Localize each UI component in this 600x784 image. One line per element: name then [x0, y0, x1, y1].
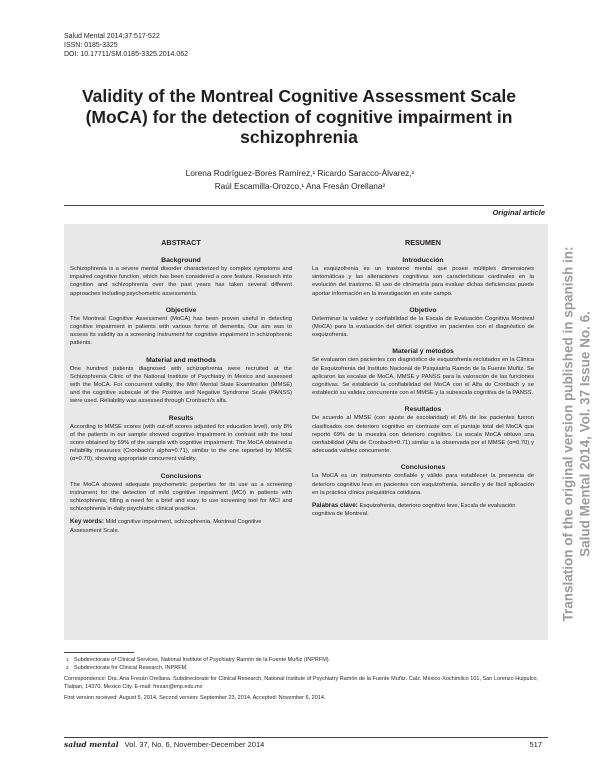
article-type-label: Original article [492, 208, 545, 217]
footnotes [64, 657, 548, 703]
footnote-1-mark: 1 [66, 657, 69, 662]
submission-dates: First version received: August 5, 2014. Second version: September 23, 2014. Accepted: November 6, 2014. [64, 695, 326, 702]
palabras-clave-label: Palabras clave: [312, 502, 358, 510]
introduccion-heading: Introducción [402, 257, 444, 264]
footnote-divider [64, 652, 134, 653]
background-text: Schizophrenia is a severe mental disorder characterized by complex symptoms and impaired cognitive function, which has been considered a core feature. Research into cognition and schizophrenia over the past years has taken several different approaches including psychometric assessments. [70, 266, 292, 297]
conclusiones-text: La MoCA es un instrumento confiable y válido para establecer la presencia de deterioro cognitivo leve en pacientes con esquizofrenia, sencillo y de fácil aplicación en la práctica clínica psiquiátrica cotidiana. [312, 473, 534, 496]
translation-note-line-2: Salud Mental 2014, Vol. 37 Issue No. 6. [577, 311, 592, 557]
authors-line-2: Raúl Escamilla-Orozco,¹ Ana Fresán Orellana² [214, 180, 386, 191]
resultados-text: De acuerdo al MMSE (con ajuste de escolaridad) el 8% de los pacientes fueron clasificados con deterioro cognitivo en contraste con el puntaje total del MoCA que reportó 69% de la muestra con deterioro cognitivo. La escala MoCA obtuvo una confiabilidad (Alfa de Cronbach=0.71) similar a la observada por el MMSE (α=0.70) y adecuada validez concurrente. [312, 415, 534, 455]
methods-heading: Material and methods [146, 356, 216, 364]
author-list [60, 167, 540, 192]
metodos-heading: Material y métodos [392, 348, 454, 356]
metodos-text: Se evaluaron cien pacientes con diagnóstico de esquizofrenia reclutados en la Clínica de Esquizofrenia del Instituto Nacional de Psiquiatría Ramón de la Fuente Muñiz. Se aplicaron las escalas de MoCA, MMSE y PANSS para la valoración de las funciones cognitivas. Se estableció la confiabilidad del MoCA con el Alfa de Cronbach y se estableció su validez concurrente con el MMSE y la subescala cognitiva de la PANSS. [312, 357, 534, 397]
footnote-1 [64, 657, 548, 665]
objective-heading: Objective [165, 306, 197, 314]
header-divider [64, 205, 544, 206]
results-text: According to MMSE scores (with cut-off scores adjusted for education level), only 8% of the patients in our sample showed cognitive impairment in contrast with the total score obtained by 69% of the sample with cognitive impairment. The MoCA obtained a reliability measures (Cronbach's alpha=0.71), similar to the one reported by MMSE (α=0.70), showing appropriate concurrent validity. [70, 423, 292, 463]
journal-footer [64, 740, 264, 749]
page-number: 517 [529, 740, 542, 749]
citation: Salud Mental 2014;37:517-522 [64, 33, 160, 40]
abstract-spanish [312, 224, 534, 518]
footer-divider [64, 737, 548, 738]
introduccion-text: La esquizofrenia es un trastorno mental que posee múltiples dimensiones sintomáticas y las alteraciones cognitivas son características cardinales en la evolución del trastorno. El uso de clinimetría para evaluar dichas deficiencias puede aportar información en la investigación en este campo. [312, 266, 534, 297]
footnote-1-text: Subdirectorate of Clinical Services, National Institute of Psychiatry Ramón de la Fuente Muñiz (INPRFM). [74, 657, 331, 663]
abstract-heading: ABSTRACT [161, 238, 201, 247]
correspondence: Correspondence: Dra. Ana Fresán Orellana. Subdirectorate for Clinical Research, National Institute of Psychiatry Ramón de la Fuente Muñiz. Calz. México-Xochimilco 101, San Lorenzo Huipulco, Tlalpan, 14370, Mexico City. E-mail: fresan@imp.edu.mx [64, 676, 539, 690]
methods-text: One hundred patients diagnosed with schizophrenia were recruited at the Schizophrenia Clinic of the National Institute of Psychiatry in Mexico and assessed with the MoCA. For concurrent validity, the Mini Mental State Examination (MMSE) and the cognitive subscale of the Positive and Negative Syndrome Scale (PANSS) were used. Reliability was assessed through Cronbach's alfa. [70, 365, 292, 405]
doi: DOI: 10.17711/SM.0185-3325.2014.062 [64, 51, 189, 59]
palabras-clave [312, 502, 534, 518]
journal-issue: Vol. 37, No. 6, November-December 2014 [124, 740, 265, 749]
conclusions-heading: Conclusions [160, 472, 202, 480]
footnote-2 [64, 665, 548, 673]
resultados-heading: Resultados [404, 406, 442, 414]
keywords-label: Key words: [70, 518, 104, 526]
objective-text: The Montreal Cognitive Assessment (MoCA) has been proven useful in detecting cognitive impairment in patients with various forms of dementia. Our aim was to assess its validity as a screening instrument for cognitive impairment in schizophrenic patients. [70, 315, 292, 347]
background-heading: Background [161, 257, 201, 264]
objetivo-text: Determinar la validez y confiabilidad de la Escala de Evaluación Cognitiva Montreal (MoCA) para la evaluación del déficit cognitivo en pacientes con el diagnóstico de esquizofrenia. [312, 315, 534, 339]
abstract-box [64, 224, 548, 640]
authors-line-1: Lorena Rodríguez-Bores Ramírez,¹ Ricardo Saracco-Álvarez,¹ [185, 168, 415, 178]
translation-note-line-1: Translation of the original version published in spanish in: [560, 246, 576, 622]
conclusiones-heading: Conclusiones [400, 464, 446, 472]
conclusions-text: The MoCA showed adequate psychometric properties for its use as a screening instrument for the detection of mild cognitive impairment (MCI) in patients with schizophrenia; filling a need for a brief and easy to use screening tool for MCI and schizophrenia in daily psychiatric clinical practice. [70, 481, 292, 513]
palabras-clave-text: Esquizofrenia, deterioro cognitivo leve, Escala de evaluación cognitiva de Montreal. [312, 503, 516, 518]
keywords [70, 518, 292, 534]
footnote-2-text: Subdirectorate for Clinical Research, INPRFM. [74, 664, 188, 671]
article-title: Validity of the Montreal Cognitive Assessment Scale (MoCA) for the detection of cognitive impairment in schizophrenia [81, 86, 517, 147]
objetivo-heading: Objetivo [409, 306, 437, 314]
results-heading: Results [168, 414, 194, 422]
article-metadata [64, 32, 188, 60]
keywords-text: Mild cognitive impairment, schizophrenia, Montreal Cognitive Assessment Scale. [70, 519, 262, 534]
journal-name: salud mental [64, 740, 119, 749]
footnote-2-mark: 2 [66, 664, 69, 670]
resumen-heading: RESUMEN [405, 238, 441, 247]
issn: ISSN: 0185-3325 [64, 42, 118, 50]
translation-note [557, 234, 597, 634]
abstract-english [70, 224, 292, 535]
